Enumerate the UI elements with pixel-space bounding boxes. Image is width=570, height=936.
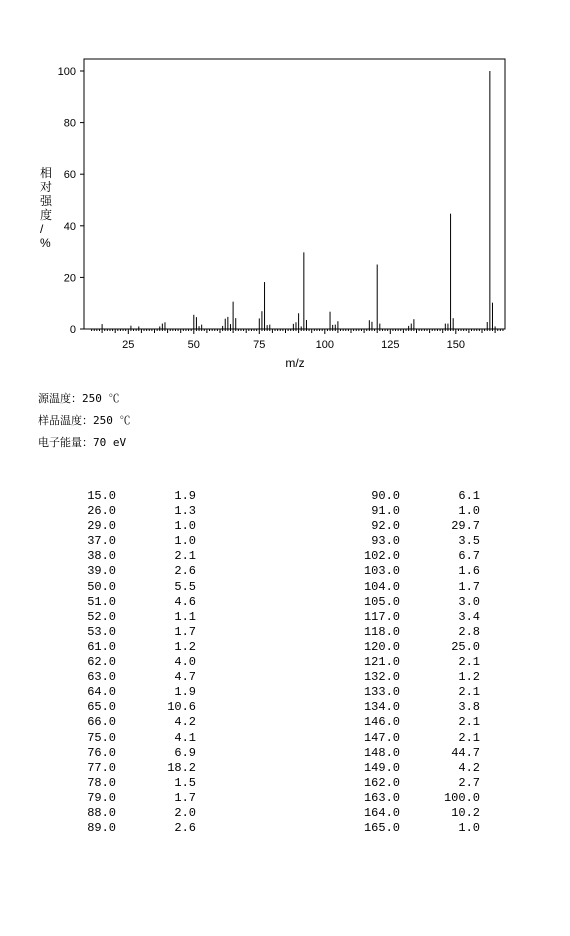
table-row [340, 746, 480, 761]
table-row [66, 746, 206, 761]
intensity-value: 2.6 [174, 821, 196, 836]
y-tick-label: 60 [63, 169, 76, 182]
intensity-value: 1.9 [174, 685, 196, 700]
table-row [340, 806, 480, 821]
mz-value: 61.0 [87, 639, 116, 654]
mz-value: 53.0 [87, 624, 116, 639]
y-tick-label: 0 [69, 324, 76, 336]
intensity-value: 4.0 [174, 655, 196, 670]
table-row [66, 610, 206, 625]
y-axis-title [40, 165, 53, 250]
intensity-value: 6.1 [458, 489, 480, 503]
intensity-value: 3.5 [458, 534, 480, 549]
table-row [66, 731, 206, 746]
table-row [340, 610, 480, 625]
mz-value: 62.0 [87, 655, 116, 670]
table-row [340, 564, 480, 579]
mz-value: 78.0 [87, 775, 116, 790]
table-row [66, 534, 206, 549]
table-row [340, 640, 480, 655]
mz-value: 38.0 [87, 549, 116, 564]
y-axis-title-char: 强 [40, 194, 53, 208]
intensity-value: 3.4 [458, 609, 480, 624]
table-row [340, 700, 480, 715]
table-row [66, 700, 206, 715]
table-row [340, 821, 480, 836]
table-row [66, 806, 206, 821]
intensity-value: 1.0 [174, 519, 196, 534]
table-row [340, 504, 480, 519]
x-axis-title: m/z [285, 356, 305, 370]
table-row [66, 761, 206, 776]
mz-value: 66.0 [87, 715, 116, 730]
table-row [66, 670, 206, 685]
instrument-parameters [38, 392, 131, 458]
intensity-value: 2.0 [174, 805, 196, 820]
mz-value: 90.0 [371, 489, 400, 503]
table-row [340, 595, 480, 610]
mz-value: 162.0 [363, 775, 400, 790]
intensity-value: 6.9 [174, 745, 196, 760]
table-row [66, 580, 206, 595]
mz-value: 93.0 [371, 534, 400, 549]
table-row [66, 776, 206, 791]
peak-table-right [340, 489, 480, 836]
mz-value: 77.0 [87, 760, 116, 775]
intensity-value: 1.3 [174, 504, 196, 519]
intensity-value: 2.8 [458, 624, 480, 639]
intensity-value: 1.2 [174, 639, 196, 654]
y-tick-label: 80 [63, 117, 76, 130]
table-row [66, 595, 206, 610]
intensity-value: 2.1 [458, 685, 480, 700]
intensity-value: 2.6 [174, 564, 196, 579]
mz-value: 148.0 [363, 745, 400, 760]
intensity-value: 2.1 [174, 549, 196, 564]
intensity-value: 1.7 [174, 624, 196, 639]
mz-value: 103.0 [363, 564, 400, 579]
intensity-value: 1.0 [458, 821, 480, 836]
intensity-value: 1.2 [458, 670, 480, 685]
x-tick-label: 50 [187, 339, 200, 351]
y-tick-label: 100 [57, 66, 76, 78]
mz-value: 63.0 [87, 670, 116, 685]
table-row [66, 504, 206, 519]
mz-value: 133.0 [363, 685, 400, 700]
mz-value: 29.0 [87, 519, 116, 534]
y-axis-title-char: 相 [40, 166, 53, 180]
intensity-value: 4.7 [174, 670, 196, 685]
mz-value: 147.0 [363, 730, 400, 745]
table-row [340, 685, 480, 700]
mz-value: 88.0 [87, 805, 116, 820]
intensity-value: 25.0 [451, 639, 480, 654]
table-row [340, 534, 480, 549]
mz-value: 132.0 [363, 670, 400, 685]
intensity-value: 6.7 [458, 549, 480, 564]
mz-value: 163.0 [363, 790, 400, 805]
mz-value: 149.0 [363, 760, 400, 775]
table-row [340, 625, 480, 640]
table-row [340, 519, 480, 534]
table-row [66, 685, 206, 700]
intensity-value: 100.0 [443, 790, 480, 805]
mz-value: 50.0 [87, 579, 116, 594]
mz-value: 134.0 [363, 700, 400, 715]
intensity-value: 4.2 [174, 715, 196, 730]
intensity-value: 10.2 [451, 805, 480, 820]
y-axis-title-char: / [40, 222, 44, 236]
table-row [340, 791, 480, 806]
intensity-value: 1.0 [458, 504, 480, 519]
spectrum-peaks [102, 71, 495, 329]
x-tick-label: 125 [381, 339, 400, 351]
mz-value: 79.0 [87, 790, 116, 805]
mz-value: 121.0 [363, 655, 400, 670]
mz-value: 120.0 [363, 639, 400, 654]
y-axis [58, 66, 84, 336]
table-row [66, 564, 206, 579]
table-row [340, 761, 480, 776]
intensity-value: 3.0 [458, 594, 480, 609]
mz-value: 76.0 [87, 745, 116, 760]
table-row [340, 715, 480, 730]
intensity-value: 1.6 [458, 564, 480, 579]
table-row [340, 580, 480, 595]
mz-value: 37.0 [87, 534, 116, 549]
mz-value: 51.0 [87, 594, 116, 609]
mass-spectrum-chart [0, 0, 570, 380]
table-row [66, 625, 206, 640]
table-row [66, 489, 206, 504]
mz-value: 146.0 [363, 715, 400, 730]
table-row [66, 791, 206, 806]
parameter-line: 源温度：250 ℃ [38, 392, 120, 405]
plot-frame [84, 59, 505, 329]
y-axis-title-char: % [40, 236, 51, 250]
table-row [340, 670, 480, 685]
table-row [66, 549, 206, 564]
mz-value: 26.0 [87, 504, 116, 519]
mz-value: 165.0 [363, 821, 400, 836]
mz-value: 104.0 [363, 579, 400, 594]
parameter-line: 电子能量：70 eV [38, 436, 127, 449]
table-row [340, 776, 480, 791]
intensity-value: 1.0 [174, 534, 196, 549]
y-tick-label: 40 [63, 220, 76, 233]
intensity-value: 4.2 [458, 760, 480, 775]
intensity-value: 1.5 [174, 775, 196, 790]
intensity-value: 2.1 [458, 715, 480, 730]
mz-value: 64.0 [87, 685, 116, 700]
intensity-value: 4.6 [174, 594, 196, 609]
intensity-value: 18.2 [167, 760, 196, 775]
mz-value: 105.0 [363, 594, 400, 609]
mz-value: 15.0 [87, 489, 116, 503]
intensity-value: 44.7 [451, 745, 480, 760]
intensity-value: 2.1 [458, 730, 480, 745]
x-tick-label: 25 [122, 339, 135, 351]
intensity-value: 1.1 [174, 609, 196, 624]
table-row [340, 549, 480, 564]
mz-value: 118.0 [363, 624, 400, 639]
mz-value: 164.0 [363, 805, 400, 820]
x-tick-label: 100 [315, 339, 334, 351]
table-row [66, 715, 206, 730]
table-row [66, 519, 206, 534]
x-tick-label: 75 [253, 339, 266, 351]
intensity-value: 5.5 [174, 579, 196, 594]
mz-value: 91.0 [371, 504, 400, 519]
mz-value: 102.0 [363, 549, 400, 564]
mz-value: 75.0 [87, 730, 116, 745]
y-tick-label: 20 [63, 272, 76, 285]
intensity-value: 10.6 [167, 700, 196, 715]
mz-value: 117.0 [363, 609, 400, 624]
y-axis-title-char: 对 [40, 180, 53, 194]
mz-value: 65.0 [87, 700, 116, 715]
intensity-value: 29.7 [451, 519, 480, 534]
table-row [66, 640, 206, 655]
y-axis-title-char: 度 [40, 208, 53, 222]
mz-value: 52.0 [87, 609, 116, 624]
table-row [340, 655, 480, 670]
intensity-value: 3.8 [458, 700, 480, 715]
table-row [340, 489, 480, 504]
intensity-value: 1.9 [174, 489, 196, 503]
intensity-value: 2.1 [458, 655, 480, 670]
parameter-line: 样品温度：250 ℃ [38, 414, 131, 427]
x-axis [92, 329, 503, 351]
intensity-value: 2.7 [458, 775, 480, 790]
mz-value: 39.0 [87, 564, 116, 579]
peak-table-left [66, 489, 206, 836]
x-tick-label: 150 [446, 339, 465, 351]
mz-value: 92.0 [371, 519, 400, 534]
table-row [66, 821, 206, 836]
table-row [340, 731, 480, 746]
table-row [66, 655, 206, 670]
intensity-value: 4.1 [174, 730, 196, 745]
intensity-value: 1.7 [458, 579, 480, 594]
intensity-value: 1.7 [174, 790, 196, 805]
mz-value: 89.0 [87, 821, 116, 836]
